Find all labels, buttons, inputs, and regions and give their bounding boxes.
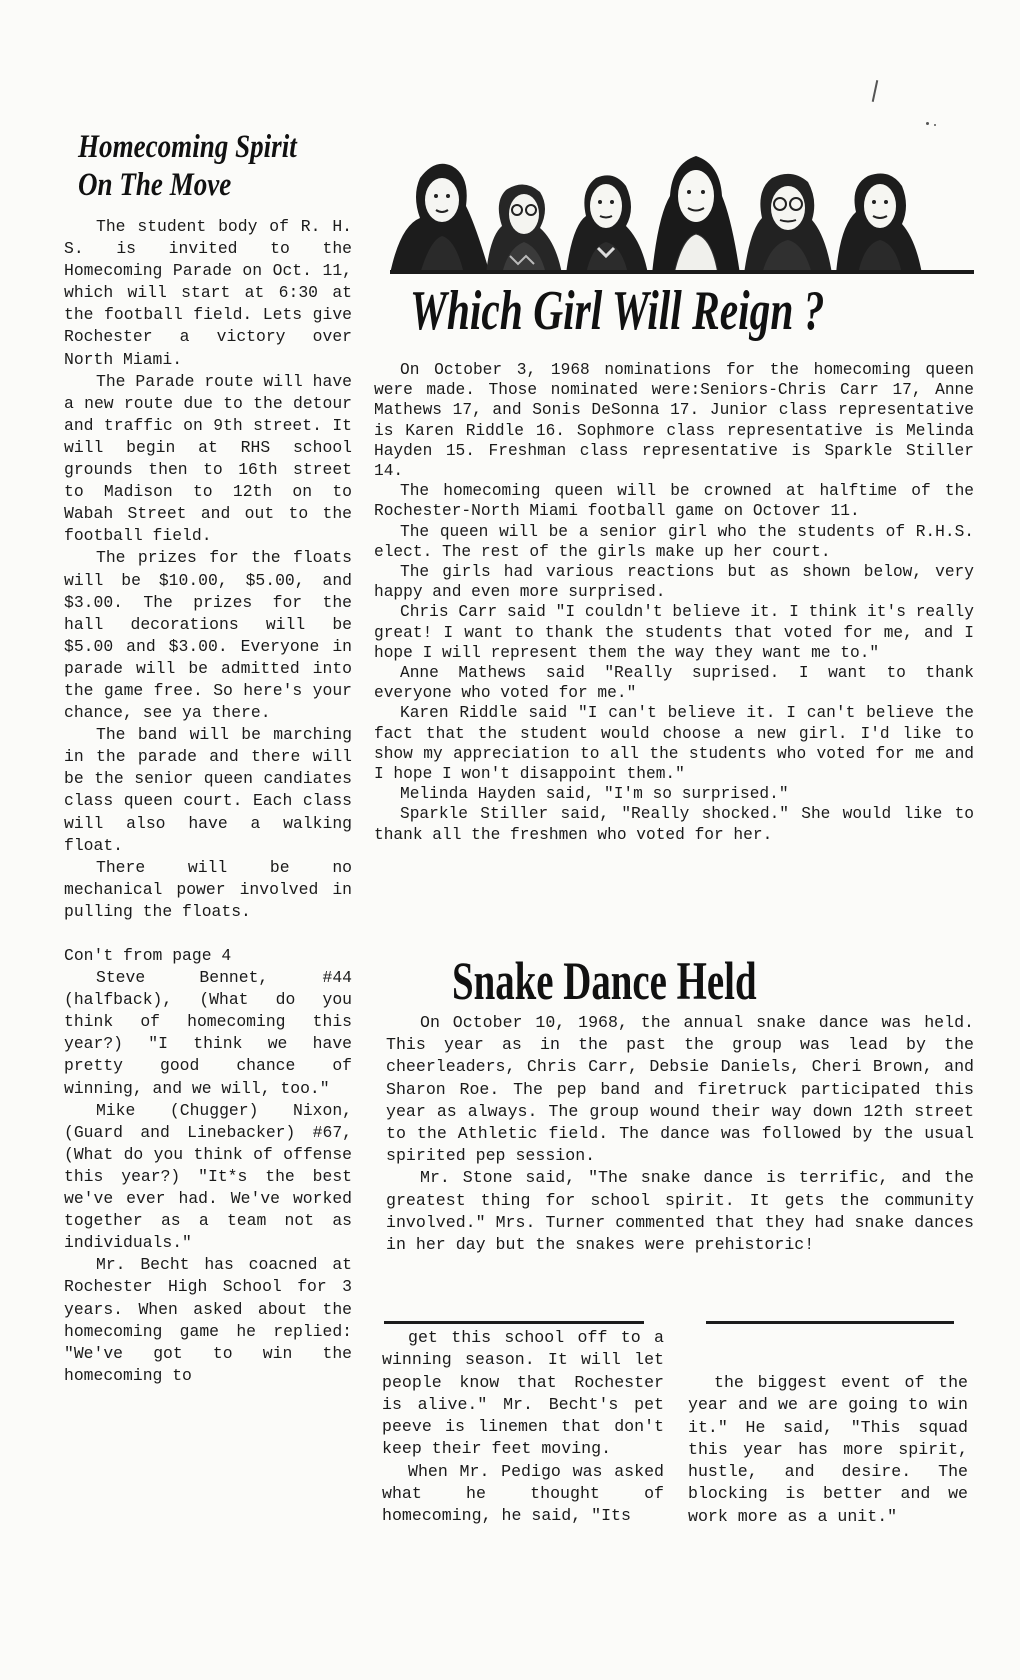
article-paragraph: Karen Riddle said "I can't believe it. I can't believe the fact that the student would choose a new girl. I'd like to show my appreciation to all the students who voted for me and I hope I won't disappoint them." bbox=[374, 704, 974, 784]
article-paragraph: The queen will be a senior girl who the students of R.H.S. elect. The rest of the girls make up her court. bbox=[374, 522, 974, 561]
nominee-portraits bbox=[390, 156, 974, 274]
portrait-6 bbox=[836, 174, 922, 274]
portrait-1 bbox=[390, 164, 490, 274]
headline-line-1: Homecoming Spirit bbox=[78, 129, 297, 165]
article-paragraph: Anne Mathews said "Really suprised. I want to thank everyone who voted for me." bbox=[374, 664, 974, 703]
continued-paragraph: Mr. Becht has coacned at Rochester High School for 3 years. When asked about the homecoming game he replied: "We've got to win the homecoming to bbox=[64, 1255, 352, 1385]
coach-article-column-b bbox=[688, 1372, 968, 1528]
portrait-5 bbox=[744, 174, 832, 274]
homecoming-spirit-article bbox=[64, 128, 352, 1387]
article-paragraph: There will be no mechanical power involved in pulling the floats. bbox=[64, 857, 352, 921]
article-paragraph: The student body of R. H. S. is invited to the Homecoming Parade on Oct. 11, which will start at 6:30 at the football field. Lets give Rochester a victory over North Miami. bbox=[64, 217, 352, 369]
article-paragraph: get this school off to a winning season. It will let people know that Rochester is alive." Mr. Becht's pet peeve is linemen that don't keep their feet moving. bbox=[382, 1328, 664, 1459]
article-paragraph: On October 3, 1968 nominations for the homecoming queen were made. Those nominated were:Seniors-Chris Carr 17, Anne Mathews 17, and Sonis DeSonna 17. Junior class representative is Karen Riddle 16. Sophmore class representative is Melinda Hayden 15. Freshman class representative is Sparkle Stiller 14. bbox=[374, 361, 974, 481]
continued-paragraph: Mike (Chugger) Nixon, (Guard and Linebacker) #67, (What do you think of offense this year?) "It*s the best we've ever had. We've worked together as a team not as individuals." bbox=[64, 1100, 352, 1253]
article-paragraph: The girls had various reactions but as shown below, very happy and even more surprised. bbox=[374, 563, 974, 602]
portrait-4 bbox=[652, 156, 740, 274]
article-paragraph: The homecoming queen will be crowned at halftime of the Rochester-North Miami football game on Octover 11. bbox=[374, 482, 974, 521]
article-paragraph: When Mr. Pedigo was asked what he thought of homecoming, he said, "Its bbox=[382, 1461, 664, 1526]
divider-rule bbox=[706, 1321, 954, 1324]
snake-dance-headline: Snake Dance Held bbox=[452, 951, 757, 1011]
article-paragraph: The Parade route will have a new route due to the detour and traffic on 9th street. It will begin at RHS school grounds then to 16th street to Madison to 12th on to Wabah Street and out to the football field. bbox=[64, 371, 352, 546]
coach-article-column-a bbox=[382, 1327, 664, 1528]
article-paragraph: Sparkle Stiller said, "Really shocked." She would like to thank all the freshmen who voted for her. bbox=[374, 805, 974, 844]
article-paragraph: The band will be marching in the parade and there will be the senior queen candiates class queen court. Each class will also have a walking float. bbox=[64, 725, 352, 855]
continued-label: Con't from page 4 bbox=[64, 946, 232, 965]
continued-paragraph: Steve Bennet, #44 (halfback), (What do you think of homecoming this year?) "I think we have pretty good chance of winning, and we will, too." bbox=[64, 968, 352, 1098]
reign-headline: Which Girl Will Reign ? bbox=[410, 280, 825, 342]
ink-mark bbox=[926, 122, 929, 125]
ink-mark bbox=[872, 80, 879, 102]
portrait-2 bbox=[486, 184, 562, 274]
ink-mark bbox=[934, 124, 936, 126]
snake-dance-article bbox=[386, 1012, 974, 1256]
queen-article bbox=[374, 360, 974, 845]
article-paragraph: Melinda Hayden said, "I'm so surprised." bbox=[400, 785, 789, 804]
article-paragraph: Chris Carr said "I couldn't believe it. I think it's really great! I want to thank the students that voted for me, and I hope I will represent them the way they want me to." bbox=[374, 603, 974, 662]
article-paragraph: the biggest event of the year and we are going to win it." He said, "This squad this year has more spirit, hustle, and desire. The blocking is better and we work more as a unit." bbox=[688, 1373, 968, 1526]
homecoming-spirit-headline bbox=[78, 128, 365, 204]
headline-line-2: On The Move bbox=[78, 167, 232, 203]
divider-rule bbox=[384, 1321, 644, 1324]
article-paragraph: On October 10, 1968, the annual snake dance was held. This year as in the past the group was lead by the cheerleaders, Chris Carr, Debsie Daniels, Cheri Brown, and Sharon Roe. The pep band and firetruck participated this year as always. The group wound their way down 12th street to the Athletic field. The dance was followed by the usual spirited pep session. bbox=[386, 1013, 974, 1166]
article-paragraph: Mr. Stone said, "The snake dance is terrific, and the greatest thing for school spirit. It gets the community involved." Mrs. Turner commented that they had snake dances in her day but the snakes were prehistoric! bbox=[386, 1168, 974, 1255]
portrait-3 bbox=[566, 175, 648, 274]
article-paragraph: The prizes for the floats will be $10.00, $5.00, and $3.00. The prizes for the hall decorations will be $5.00 and $3.00. Everyone in parade will be admitted into the game free. So here's your chance, see ya there. bbox=[64, 548, 352, 723]
